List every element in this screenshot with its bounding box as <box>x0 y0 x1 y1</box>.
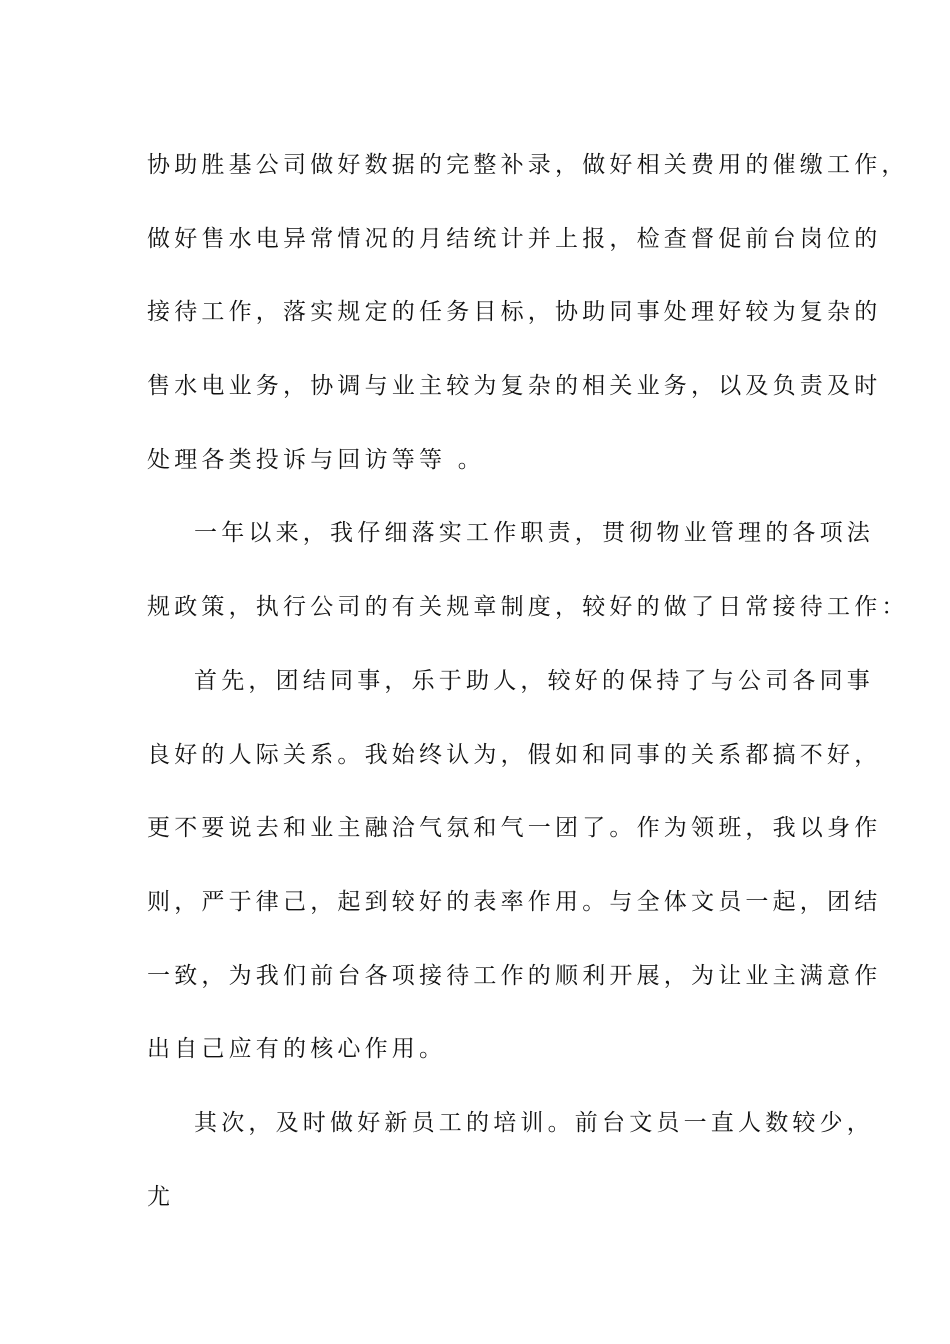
text-line-14: 其次，及时做好新员工的培训。前台文员一直人数较少， <box>194 1109 874 1136</box>
text-line-5: 处理各类投诉与回访等等 。 <box>147 446 485 473</box>
text-line-3: 接待工作，落实规定的任务目标，协助同事处理好较为复杂的 <box>147 299 882 326</box>
text-line-10: 更不要说去和业主融洽气氛和气一团了。作为领班，我以身作 <box>147 815 882 842</box>
text-line-12: 一致，为我们前台各项接待工作的顺利开展，为让业主满意作 <box>147 962 882 989</box>
text-line-4: 售水电业务，协调与业主较为复杂的相关业务，以及负责及时 <box>147 373 882 400</box>
text-line-8: 首先，团结同事，乐于助人，较好的保持了与公司各同事 <box>194 667 874 694</box>
text-line-15: 尤 <box>147 1183 175 1210</box>
text-line-1: 协助胜基公司做好数据的完整补录，做好相关费用的催缴工作， <box>147 152 909 178</box>
text-line-9: 良好的人际关系。我始终认为，假如和同事的关系都搞不好， <box>147 741 882 768</box>
text-line-2: 做好售水电异常情况的月结统计并上报，检查督促前台岗位的 <box>147 225 882 252</box>
text-line-6: 一年以来，我仔细落实工作职责，贯彻物业管理的各项法 <box>194 520 874 547</box>
text-line-13: 出自己应有的核心作用。 <box>147 1036 447 1063</box>
document-body <box>147 129 909 1234</box>
text-line-7: 规政策，执行公司的有关规章制度，较好的做了日常接待工作： <box>147 594 909 621</box>
text-line-11: 则，严于律己，起到较好的表率作用。与全体文员一起，团结 <box>147 888 882 915</box>
